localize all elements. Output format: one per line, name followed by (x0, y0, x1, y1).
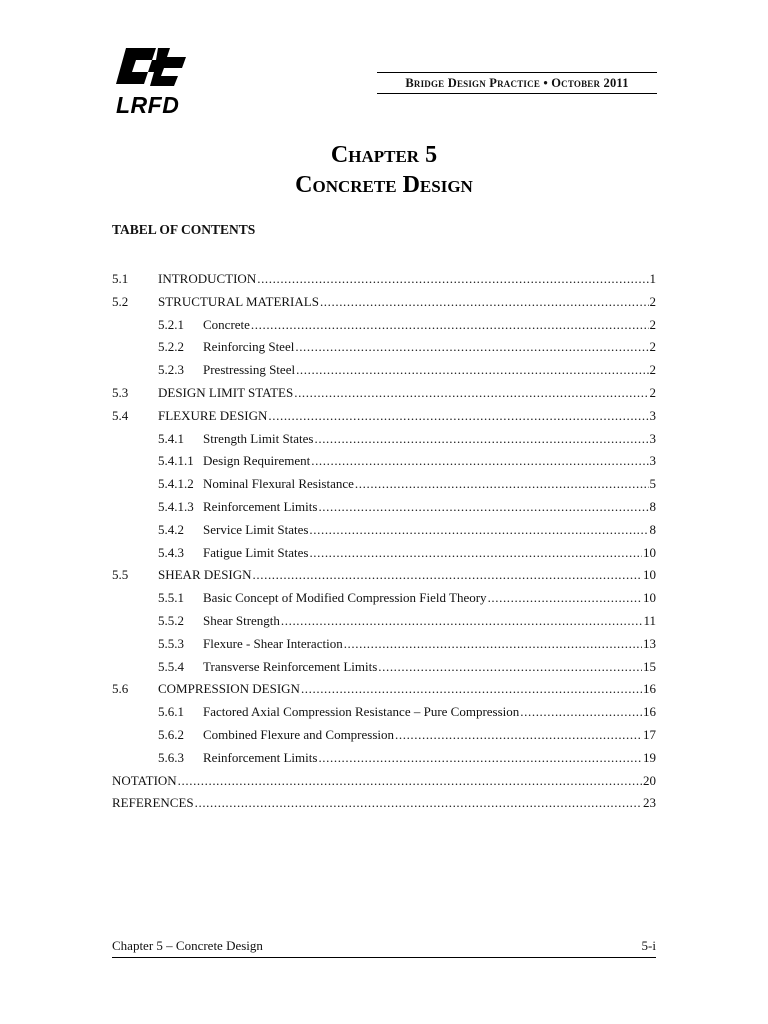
toc-entry-title: Strength Limit States (203, 430, 314, 446)
toc-entry[interactable] (112, 473, 656, 496)
toc-entry-number: 5.5.3 (158, 635, 184, 651)
toc-entry-page: 2 (649, 316, 656, 332)
toc-entry-title: Reinforcing Steel (203, 339, 295, 355)
toc-entry-number: 5.4.2 (158, 521, 184, 537)
toc-entry-number: 5.2.2 (158, 339, 184, 355)
toc-dot-leader (309, 542, 642, 565)
toc-entry-page: 2 (649, 384, 656, 400)
page-footer (112, 938, 656, 958)
toc-dot-leader (520, 701, 642, 724)
toc-entry-page: 2 (649, 293, 656, 309)
toc-entry-number: 5.4.1.1 (158, 453, 194, 469)
toc-dot-leader (195, 792, 642, 815)
toc-entry-number: 5.2.1 (158, 316, 184, 332)
toc-dot-leader (178, 770, 642, 793)
toc-dot-leader (253, 564, 642, 587)
toc-entry-page: 19 (643, 749, 656, 765)
toc-entry[interactable] (112, 291, 656, 314)
table-of-contents (112, 268, 656, 815)
toc-dot-leader (309, 519, 648, 542)
toc-entry-title: Combined Flexure and Compression (203, 726, 395, 742)
toc-entry-page: 10 (643, 544, 656, 560)
toc-entry-page: 15 (643, 658, 656, 674)
toc-dot-leader (315, 428, 649, 451)
toc-entry[interactable] (112, 314, 656, 337)
toc-entry[interactable] (112, 428, 656, 451)
toc-dot-leader (294, 382, 648, 405)
toc-dot-leader (355, 473, 649, 496)
toc-dot-leader (320, 291, 649, 314)
toc-entry-title: Reinforcement Limits (203, 498, 318, 514)
toc-entry-title: SHEAR DESIGN (158, 567, 252, 583)
toc-entry-page: 11 (643, 612, 656, 628)
toc-dot-leader (257, 268, 648, 291)
toc-dot-leader (281, 610, 643, 633)
toc-entry[interactable] (112, 701, 656, 724)
toc-entry-number: 5.5 (112, 567, 129, 583)
toc-entry[interactable] (112, 610, 656, 633)
toc-entry-page: 2 (649, 339, 656, 355)
toc-entry-title: Nominal Flexural Resistance (203, 476, 354, 492)
toc-entry[interactable] (112, 382, 656, 405)
toc-entry[interactable] (112, 792, 656, 815)
chapter-title: Concrete Design (295, 172, 473, 198)
toc-entry[interactable] (112, 450, 656, 473)
toc-entry-number: 5.4.1.2 (158, 476, 194, 492)
toc-entry-title: FLEXURE DESIGN (158, 407, 268, 423)
toc-entry-number: 5.6 (112, 681, 129, 697)
toc-entry-number: 5.1 (112, 271, 129, 286)
toc-entry-title: INTRODUCTION (158, 271, 257, 286)
toc-entry[interactable] (112, 656, 656, 679)
toc-entry-number: 5.6.1 (158, 704, 184, 720)
toc-entry-page: 3 (649, 453, 656, 469)
toc-entry-number: 5.2 (112, 293, 129, 309)
toc-dot-leader (378, 656, 642, 679)
toc-entry[interactable] (112, 678, 656, 701)
toc-entry-page: 1 (649, 271, 656, 286)
toc-dot-leader (395, 724, 642, 747)
toc-entry-number: 5.6.3 (158, 749, 184, 765)
toc-entry-title: Reinforcement Limits (203, 749, 318, 765)
toc-entry-number: 5.4.3 (158, 544, 184, 560)
toc-entry-page: 3 (649, 430, 656, 446)
toc-entry[interactable] (112, 519, 656, 542)
toc-entry-title: REFERENCES (112, 795, 194, 811)
toc-entry-page: 20 (643, 772, 656, 788)
toc-entry-title: Concrete (203, 316, 250, 332)
toc-heading: TABEL OF CONTENTS (112, 222, 256, 237)
toc-entry-number: 5.5.4 (158, 658, 184, 674)
toc-entry[interactable] (112, 564, 656, 587)
toc-entry-page: 3 (649, 407, 656, 423)
toc-entry[interactable] (112, 268, 656, 291)
toc-entry-number: 5.4.1.3 (158, 498, 194, 514)
toc-entry-page: 8 (649, 498, 656, 514)
running-header (377, 72, 657, 94)
toc-entry[interactable] (112, 496, 656, 519)
toc-entry-number: 5.2.3 (158, 362, 184, 378)
toc-entry-title: Factored Axial Compression Resistance – Pure Compression (203, 704, 520, 720)
toc-entry-title: Flexure - Shear Interaction (203, 635, 343, 651)
toc-entry-title: STRUCTURAL MATERIALS (158, 293, 319, 309)
toc-entry-number: 5.3 (112, 384, 129, 400)
toc-entry-title: COMPRESSION DESIGN (158, 681, 300, 697)
toc-entry-page: 5 (649, 476, 656, 492)
toc-entry-page: 17 (643, 726, 656, 742)
toc-entry-page: 10 (643, 590, 656, 606)
toc-entry-page: 10 (643, 567, 656, 583)
running-header-text: Bridge Design Practice • October 2011 (405, 76, 629, 90)
toc-entry-number: 5.5.1 (158, 590, 184, 606)
toc-entry[interactable] (112, 747, 656, 770)
toc-dot-leader (318, 747, 642, 770)
toc-entry-title: Shear Strength (203, 612, 280, 628)
toc-entry-title: Transverse Reinforcement Limits (203, 658, 378, 674)
toc-entry[interactable] (112, 633, 656, 656)
toc-entry-number: 5.4.1 (158, 430, 184, 446)
footer-chapter-label: Chapter 5 – Concrete Design (112, 938, 263, 953)
toc-entry-page: 16 (643, 681, 656, 697)
toc-dot-leader (295, 336, 648, 359)
toc-entry[interactable] (112, 542, 656, 565)
toc-entry-page: 16 (643, 704, 656, 720)
toc-entry-title: Prestressing Steel (203, 362, 296, 378)
footer-page-number: 5-i (641, 938, 656, 953)
toc-entry-title: DESIGN LIMIT STATES (158, 384, 294, 400)
toc-entry-number: 5.6.2 (158, 726, 184, 742)
toc-entry[interactable] (112, 359, 656, 382)
toc-entry[interactable] (112, 587, 656, 610)
toc-entry-page: 2 (649, 362, 656, 378)
lrfd-logo-text: LRFD (116, 92, 180, 118)
toc-entry-page: 13 (643, 635, 656, 651)
toc-dot-leader (296, 359, 648, 382)
chapter-number: Chapter 5 (330, 142, 438, 168)
toc-entry[interactable] (112, 770, 656, 793)
toc-entry-title: Design Requirement (203, 453, 311, 469)
toc-entry-page: 8 (649, 521, 656, 537)
toc-entry-page: 23 (643, 795, 656, 811)
toc-dot-leader (318, 496, 648, 519)
toc-entry-title: Service Limit States (203, 521, 309, 537)
toc-entry-number: 5.4 (112, 407, 129, 423)
toc-entry[interactable] (112, 724, 656, 747)
toc-entry[interactable] (112, 336, 656, 359)
toc-dot-leader (311, 450, 648, 473)
toc-dot-leader (268, 405, 648, 428)
toc-entry-title: Fatigue Limit States (203, 544, 309, 560)
toc-entry-number: 5.5.2 (158, 612, 184, 628)
toc-entry-title: Basic Concept of Modified Compression Field Theory (203, 590, 487, 606)
toc-entry-title: NOTATION (112, 772, 177, 788)
toc-dot-leader (301, 678, 642, 701)
toc-dot-leader (488, 587, 642, 610)
toc-entry[interactable] (112, 405, 656, 428)
toc-dot-leader (344, 633, 642, 656)
toc-dot-leader (251, 314, 649, 337)
